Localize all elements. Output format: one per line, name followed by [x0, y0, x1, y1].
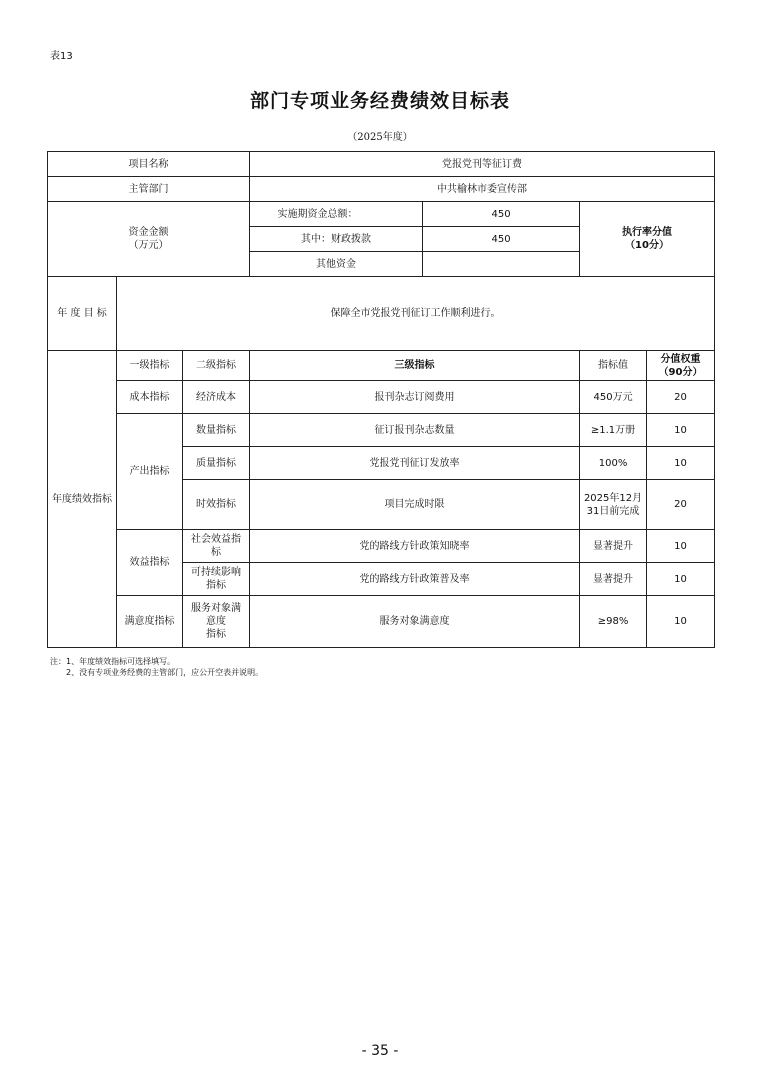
level2-line3: 指标 [206, 629, 227, 640]
header-target: 指标值 [580, 351, 647, 381]
level3-cell: 党的路线方针政策知晓率 [250, 530, 580, 563]
weight-cell: 10 [647, 530, 715, 563]
project-name-label: 项目名称 [48, 152, 250, 177]
level2-line2: 意度 [206, 616, 227, 627]
header-weight-line1: 分值权重 [660, 353, 701, 365]
group-cost: 成本指标 [117, 381, 183, 414]
annual-goal-text: 保障全市党报党刊征订工作顺利进行。 [117, 277, 715, 351]
table-row [48, 414, 715, 447]
execution-rate-score [580, 202, 715, 277]
level2-cell [183, 596, 250, 648]
group-output: 产出指标 [117, 414, 183, 530]
weight-cell: 10 [647, 563, 715, 596]
level2-line1: 社会效益指 [191, 534, 242, 545]
funds-other-label: 其他资金 [250, 252, 423, 277]
target-cell: 显著提升 [580, 530, 647, 563]
level2-line1: 可持续影响 [191, 567, 242, 578]
header-level3: 三级指标 [250, 351, 580, 381]
document-year: （2025年度） [347, 132, 413, 143]
department-label: 主管部门 [48, 177, 250, 202]
target-cell: 100% [580, 447, 647, 480]
level2-cell: 质量指标 [183, 447, 250, 480]
level2-cell [183, 530, 250, 563]
table-notes [50, 656, 263, 678]
level2-line2: 标 [211, 547, 222, 558]
execution-rate-line1: 执行率分值 [622, 227, 673, 238]
page-number: - 35 - [361, 1043, 399, 1059]
funds-total-row [48, 202, 715, 227]
funds-label [48, 202, 250, 277]
department-value: 中共榆林市委宣传部 [250, 177, 715, 202]
target-cell: ≥98% [580, 596, 647, 648]
performance-target-table [47, 151, 715, 648]
target-cell: ≥1.1万册 [580, 414, 647, 447]
note-1: 注：1、年度绩效指标可选择填写。 [50, 657, 176, 666]
level3-cell: 项目完成时限 [250, 480, 580, 530]
table-number-label: 表13 [50, 51, 73, 62]
indicator-header-row [48, 351, 715, 381]
funds-total-label: 实施期资金总额： [250, 202, 423, 227]
level3-cell: 服务对象满意度 [250, 596, 580, 648]
level2-cell: 时效指标 [183, 480, 250, 530]
level3-cell: 征订报刊杂志数量 [250, 414, 580, 447]
table-row [48, 381, 715, 414]
table-row [48, 596, 715, 648]
weight-cell: 10 [647, 414, 715, 447]
weight-cell: 20 [647, 480, 715, 530]
annual-goal-row [48, 277, 715, 351]
document-title: 部门专项业务经费绩效目标表 [249, 90, 510, 112]
level2-line1: 服务对象满 [191, 603, 242, 614]
target-line1: 2025年12月 [583, 492, 643, 504]
annual-goal-label: 年 度 目 标 [48, 277, 117, 351]
department-row [48, 177, 715, 202]
execution-rate-line2: （10分） [625, 240, 669, 251]
header-level1: 一级指标 [117, 351, 183, 381]
weight-cell: 10 [647, 447, 715, 480]
weight-cell: 20 [647, 381, 715, 414]
funds-label-line1: 资金金额 [128, 227, 169, 238]
level3-cell: 党的路线方针政策普及率 [250, 563, 580, 596]
target-line2: 31日前完成 [586, 505, 640, 517]
group-benefit: 效益指标 [117, 530, 183, 596]
funds-fiscal-value: 450 [423, 227, 580, 252]
level2-cell: 数量指标 [183, 414, 250, 447]
note-2: 2、没有专项业务经费的主管部门，应公开空表并说明。 [66, 668, 264, 677]
table-row [48, 530, 715, 563]
funds-fiscal-label: 其中：财政拨款 [250, 227, 423, 252]
level2-line2: 指标 [206, 580, 227, 591]
header-level2: 二级指标 [183, 351, 250, 381]
funds-other-value [423, 252, 580, 277]
target-cell [580, 480, 647, 530]
performance-section-label: 年度绩效指标 [48, 351, 117, 648]
funds-label-line2: （万元） [128, 240, 169, 251]
header-weight-line2: （90分） [658, 366, 703, 378]
weight-cell: 10 [647, 596, 715, 648]
level2-cell [183, 563, 250, 596]
level3-cell: 报刊杂志订阅费用 [250, 381, 580, 414]
project-name-row [48, 152, 715, 177]
level3-cell: 党报党刊征订发放率 [250, 447, 580, 480]
target-cell: 显著提升 [580, 563, 647, 596]
level2-cell: 经济成本 [183, 381, 250, 414]
group-satisfaction: 满意度指标 [117, 596, 183, 648]
project-name-value: 党报党刊等征订费 [250, 152, 715, 177]
funds-total-value: 450 [423, 202, 580, 227]
target-cell: 450万元 [580, 381, 647, 414]
header-weight [647, 351, 715, 381]
